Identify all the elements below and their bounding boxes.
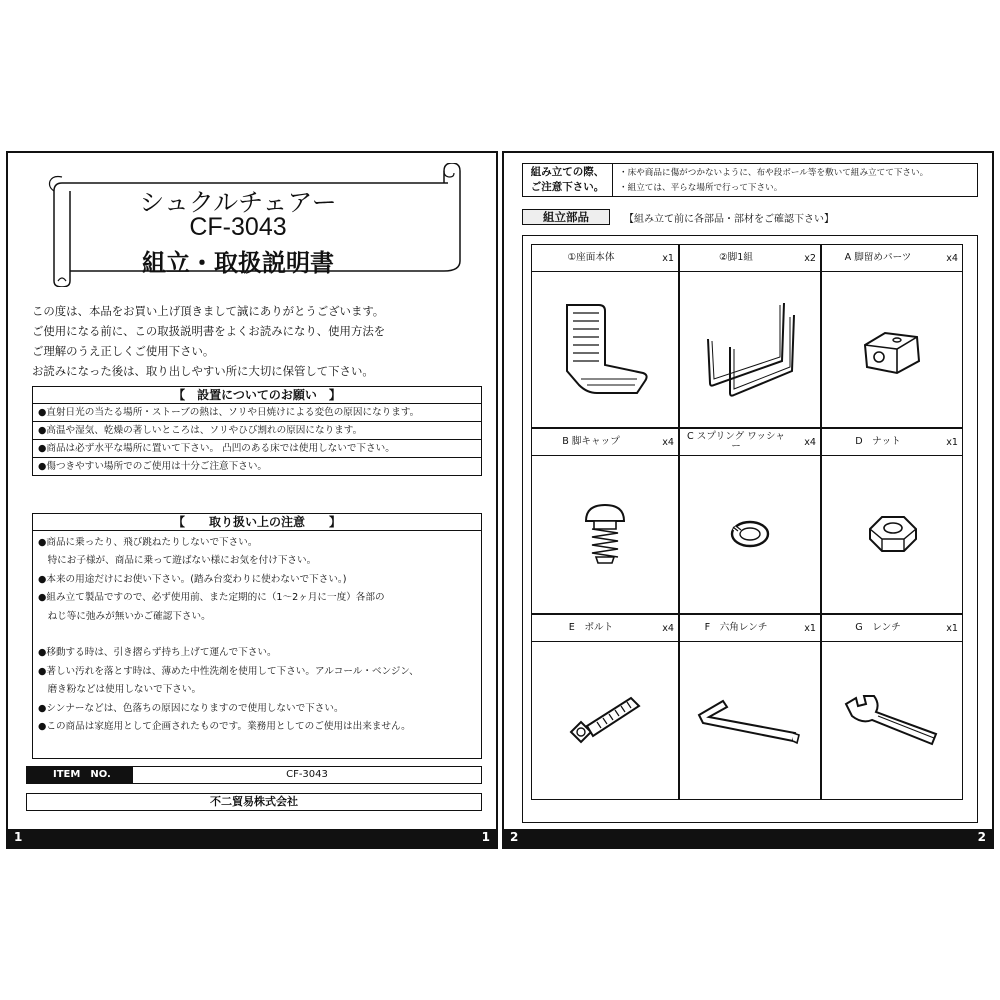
- handling-line: ●この商品は家庭用として企画されたものです。業務用としてのご使用は出来ません。: [38, 721, 411, 733]
- product-code: CF-3043: [189, 213, 287, 241]
- parts-heading: 組立部品: [522, 209, 610, 225]
- leg-clamp-icon: [857, 319, 927, 379]
- wrench-icon: [842, 690, 942, 750]
- part-qty: x1: [946, 622, 958, 634]
- handling-notes-box: [32, 513, 482, 759]
- handling-line: ●商品に乗ったり、飛び跳ねたりしないで下さい。: [38, 537, 258, 548]
- page-1: [6, 151, 498, 849]
- installation-item: ●傷つきやすい場所でのご使用は十分ご注意下さい。: [38, 461, 268, 472]
- handling-line: ●著しい汚れを落とす時は、薄めた中性洗剤を使用して下さい。アルコール・ベンジン、: [38, 665, 419, 677]
- installation-item: ●高温や湿気、乾燥の著しいところは、ソリやひび割れの原因になります。: [33, 422, 481, 440]
- part-qty: x4: [662, 622, 674, 634]
- part-qty: x1: [804, 622, 816, 634]
- leg-cap-icon: [580, 499, 630, 569]
- part-qty: x2: [804, 252, 816, 264]
- caution-line: ・床や商品に傷がつかないように、布や段ボール等を敷いて組み立てて下さい。: [619, 168, 929, 178]
- handling-line: 磨き粉などは使用しないで下さい。: [38, 684, 202, 696]
- installation-heading: 【 設置についてのお願い 】: [33, 387, 481, 404]
- handling-line: ●組み立て製品ですので、必ず使用前、また定期的に（1～2ヶ月に一度）各部の: [38, 592, 385, 604]
- part-cell-bolt: [531, 614, 679, 800]
- intro-line: ご使用になる前に、この取扱説明書をよくお読みになり、使用方法を: [32, 324, 386, 338]
- caution-label-line: 組み立ての際、: [530, 166, 605, 178]
- spring-washer-icon: [728, 516, 772, 552]
- bolt-icon: [565, 690, 645, 750]
- part-cell-spring-washer: [679, 428, 821, 614]
- part-name: ①座面本体: [567, 252, 615, 263]
- part-name: F 六角レンチ: [704, 622, 768, 633]
- handling-line: [38, 626, 477, 644]
- page-number-left: 2: [510, 830, 519, 844]
- intro-line: ご理解のうえ正しくご使用下さい。: [32, 344, 215, 358]
- item-number-value: CF-3043: [286, 769, 328, 780]
- page-footer: [504, 829, 992, 847]
- handling-notes: [33, 531, 481, 736]
- page-footer: [8, 829, 496, 847]
- handling-heading: 【 取り扱い上の注意 】: [33, 514, 481, 531]
- handling-line: ●本来の用途だけにお使い下さい。(踏み台変わりに使わないで下さい。): [38, 573, 347, 585]
- part-cell-nut: [821, 428, 963, 614]
- part-cell-seat: [531, 244, 679, 428]
- parts-grid: [522, 235, 978, 823]
- handling-line: ●移動する時は、引き摺らず持ち上げて運んで下さい。: [38, 647, 277, 659]
- seat-icon: [557, 299, 653, 399]
- part-name: A 脚留めパーツ: [844, 252, 912, 263]
- hex-key-icon: [695, 695, 805, 745]
- part-qty: x4: [946, 252, 958, 264]
- item-number-bar: [26, 766, 482, 784]
- assembly-caution-box: [522, 163, 978, 197]
- part-cell-leg-cap: [531, 428, 679, 614]
- installation-notes-box: [32, 386, 482, 476]
- part-qty: x4: [662, 436, 674, 448]
- page-number-left: 1: [14, 830, 23, 844]
- parts-note: 【組み立て前に各部品・部材をご確認下さい】: [624, 214, 834, 225]
- installation-item: ●直射日光の当たる場所・ストーブの熱は、ソリや日焼けによる変色の原因になります。: [33, 404, 481, 422]
- page-2: [502, 151, 994, 849]
- intro-text: [32, 301, 482, 381]
- leg-frame-icon: [700, 299, 800, 399]
- part-qty: x1: [662, 252, 674, 264]
- part-qty: x1: [946, 436, 958, 448]
- product-name: シュクルチェアー: [139, 189, 337, 217]
- part-name: D ナット: [855, 436, 901, 447]
- part-name: E ボルト: [568, 622, 614, 633]
- assembly-caution-text: [619, 166, 928, 196]
- installation-item: ●商品は必ず水平な場所に置いて下さい。 凸凹のある床では使用しないで下さい。: [33, 440, 481, 458]
- manual-title: 組立・取扱説明書: [142, 250, 334, 277]
- handling-line: ●シンナーなどは、色落ちの原因になりますので使用しないで下さい。: [38, 702, 344, 714]
- part-name: C スプリング ワッシャー: [687, 431, 785, 452]
- part-name: B 脚キャップ: [562, 436, 620, 447]
- company-name: 不二貿易株式会社: [26, 793, 482, 811]
- intro-line: この度は、本品をお買い上げ頂きまして誠にありがとうございます。: [32, 304, 385, 318]
- handling-line: 特にお子様が、商品に乗って遊ばない様にお気を付け下さい。: [38, 555, 317, 567]
- handling-line: ねじ等に弛みが無いかご確認下さい。: [38, 610, 211, 622]
- part-qty: x4: [804, 436, 816, 448]
- page-number-right: 1: [481, 830, 490, 844]
- part-cell-wrench: [821, 614, 963, 800]
- caution-line: ・組立ては、平らな場所で行って下さい。: [619, 183, 783, 193]
- caution-label-line: ご注意下さい。: [530, 181, 605, 193]
- part-cell-leg-frame: [679, 244, 821, 428]
- page-number-right: 2: [977, 830, 986, 844]
- nut-icon: [862, 509, 922, 559]
- part-cell-hex-key: [679, 614, 821, 800]
- assembly-caution-label: [523, 164, 613, 196]
- part-name: ②脚1組: [719, 252, 753, 263]
- item-number-label: ITEM NO.: [27, 767, 133, 783]
- part-name: G レンチ: [855, 622, 901, 633]
- intro-line: お読みになった後は、取り出しやすい所に大切に保管して下さい。: [32, 364, 374, 378]
- part-cell-leg-clamp: [821, 244, 963, 428]
